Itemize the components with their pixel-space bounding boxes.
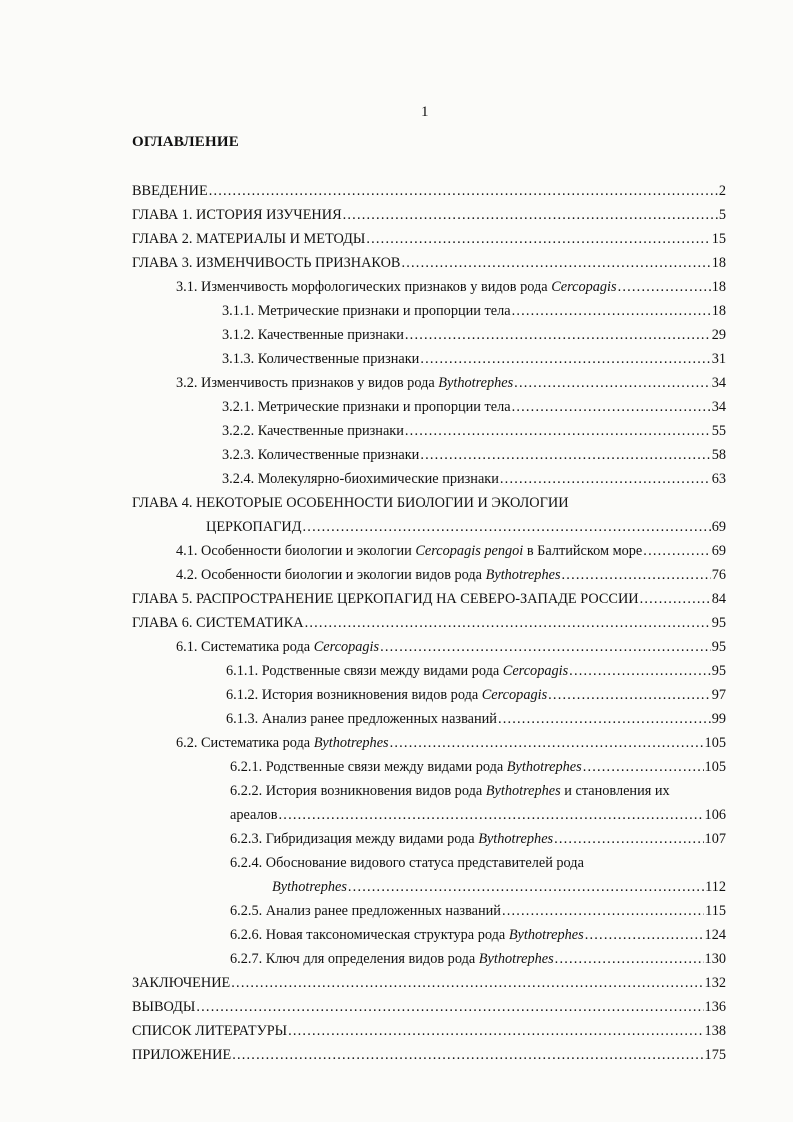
toc-page: 107 (704, 831, 726, 847)
page-title: ОГЛАВЛЕНИЕ (132, 134, 239, 150)
toc-page: 105 (704, 759, 726, 775)
toc-page: 18 (711, 255, 726, 271)
toc-page: 55 (711, 423, 726, 439)
toc-page: 106 (704, 807, 726, 823)
toc-entry-6-2[interactable]: 6.2. Систематика рода Bythotrephes ..... 105 (176, 734, 726, 752)
toc-entry-chapter-4[interactable]: ЦЕРКОПАГИД ..... 69 (206, 518, 726, 536)
toc-page: 34 (711, 399, 726, 415)
toc-page: 105 (704, 735, 726, 751)
toc-entry-appendix[interactable]: ПРИЛОЖЕНИЕ ..... 175 (132, 1046, 726, 1064)
toc-entry-chapter-3[interactable]: ГЛАВА 3. ИЗМЕНЧИВОСТЬ ПРИЗНАКОВ ..... 18 (132, 254, 726, 272)
toc-entry-3-1-2[interactable]: 3.1.2. Качественные признаки ..... 29 (222, 326, 726, 344)
toc-entry-6-2-2-line1[interactable]: 6.2.2. История возникновения видов рода Bythotrephes и становления их (230, 783, 670, 799)
toc-entry-chapter-1[interactable]: ГЛАВА 1. ИСТОРИЯ ИЗУЧЕНИЯ ..... 5 (132, 206, 726, 224)
toc-page: 58 (711, 447, 726, 463)
toc-page: 95 (711, 663, 726, 679)
toc-page: 138 (704, 1023, 726, 1039)
toc-entry-3-2-2[interactable]: 3.2.2. Качественные признаки ..... 55 (222, 422, 726, 440)
toc-entry-chapter-2[interactable]: ГЛАВА 2. МАТЕРИАЛЫ И МЕТОДЫ ..... 15 (132, 230, 726, 248)
toc-page: 18 (711, 279, 726, 295)
toc-entry-6-1-2[interactable]: 6.1.2. История возникновения видов рода Cercopagis ..... 97 (226, 686, 726, 704)
page-number: 1 (421, 104, 429, 120)
toc-page: 76 (711, 567, 726, 583)
toc-entry-3-1-3[interactable]: 3.1.3. Количественные признаки ..... 31 (222, 350, 726, 368)
toc-page: 31 (711, 351, 726, 367)
toc-entry-chapter-4-line1[interactable]: ГЛАВА 4. НЕКОТОРЫЕ ОСОБЕННОСТИ БИОЛОГИИ И ЭКОЛОГИИ (132, 495, 569, 511)
toc-entry-3-2-1[interactable]: 3.2.1. Метрические признаки и пропорции тела ..... 34 (222, 398, 726, 416)
toc-entry-findings[interactable]: ВЫВОДЫ ..... 136 (132, 998, 726, 1016)
toc-entry-references[interactable]: СПИСОК ЛИТЕРАТУРЫ ..... 138 (132, 1022, 726, 1040)
toc-page: 99 (711, 711, 726, 727)
toc-page: 69 (711, 543, 726, 559)
toc-entry-6-1[interactable]: 6.1. Систематика рода Cercopagis ..... 95 (176, 638, 726, 656)
toc-entry-6-2-5[interactable]: 6.2.5. Анализ ранее предложенных названий ..... 115 (230, 902, 726, 920)
toc-entry-6-2-4-line1[interactable]: 6.2.4. Обоснование видового статуса представителей рода (230, 855, 584, 871)
toc-entry-chapter-6[interactable]: ГЛАВА 6. СИСТЕМАТИКА ..... 95 (132, 614, 726, 632)
toc-page: 15 (711, 231, 726, 247)
toc-page: 63 (711, 471, 726, 487)
toc-entry-conclusion[interactable]: ЗАКЛЮЧЕНИЕ ..... 132 (132, 974, 726, 992)
toc-page: 130 (704, 951, 726, 967)
toc-page: 95 (711, 639, 726, 655)
toc-page: 84 (711, 591, 726, 607)
toc-entry-3-1[interactable]: 3.1. Изменчивость морфологических признаков у видов рода Cercopagis ..... 18 (176, 278, 726, 296)
toc-page: 18 (711, 303, 726, 319)
toc-entry-intro[interactable]: ВВЕДЕНИЕ ..... 2 (132, 182, 726, 200)
toc-page: 97 (711, 687, 726, 703)
toc-entry-3-2-3[interactable]: 3.2.3. Количественные признаки ..... 58 (222, 446, 726, 464)
toc-entry-6-1-1[interactable]: 6.1.1. Родственные связи между видами рода Cercopagis ..... 95 (226, 662, 726, 680)
toc-entry-chapter-5[interactable]: ГЛАВА 5. РАСПРОСТРАНЕНИЕ ЦЕРКОПАГИД НА СЕВЕРО-ЗАПАДЕ РОССИИ ..... 84 (132, 590, 726, 608)
toc-entry-6-2-7[interactable]: 6.2.7. Ключ для определения видов рода Bythotrephes ..... 130 (230, 950, 726, 968)
toc-page: 124 (704, 927, 726, 943)
toc-entry-6-2-4[interactable]: Bythotrephes ..... 112 (272, 878, 726, 896)
toc-entry-4-2[interactable]: 4.2. Особенности биологии и экологии видов рода Bythotrephes ..... 76 (176, 566, 726, 584)
toc-page: 95 (711, 615, 726, 631)
toc-page: 29 (711, 327, 726, 343)
toc-entry-6-2-1[interactable]: 6.2.1. Родственные связи между видами рода Bythotrephes ..... 105 (230, 758, 726, 776)
toc-entry-3-1-1[interactable]: 3.1.1. Метрические признаки и пропорции тела ..... 18 (222, 302, 726, 320)
toc-page: 136 (704, 999, 726, 1015)
toc-page: 34 (711, 375, 726, 391)
toc-page: 2 (718, 183, 726, 199)
toc-page: 69 (711, 519, 726, 535)
toc-entry-6-2-6[interactable]: 6.2.6. Новая таксономическая структура рода Bythotrephes ..... 124 (230, 926, 726, 944)
toc-entry-4-1[interactable]: 4.1. Особенности биологии и экологии Cercopagis pengoi в Балтийском море ..... 69 (176, 542, 726, 560)
toc-page: 112 (705, 879, 726, 895)
toc-entry-3-2[interactable]: 3.2. Изменчивость признаков у видов рода Bythotrephes ..... 34 (176, 374, 726, 392)
toc-entry-6-2-2[interactable]: ареалов ..... 106 (230, 806, 726, 824)
toc-page: 115 (705, 903, 726, 919)
toc-page: 175 (704, 1047, 726, 1063)
toc-entry-3-2-4[interactable]: 3.2.4. Молекулярно-биохимические признаки ..... 63 (222, 470, 726, 488)
toc-page: 132 (704, 975, 726, 991)
toc-entry-6-2-3[interactable]: 6.2.3. Гибридизация между видами рода Bythotrephes ..... 107 (230, 830, 726, 848)
toc-entry-6-1-3[interactable]: 6.1.3. Анализ ранее предложенных названий ..... 99 (226, 710, 726, 728)
toc-page: 5 (718, 207, 726, 223)
